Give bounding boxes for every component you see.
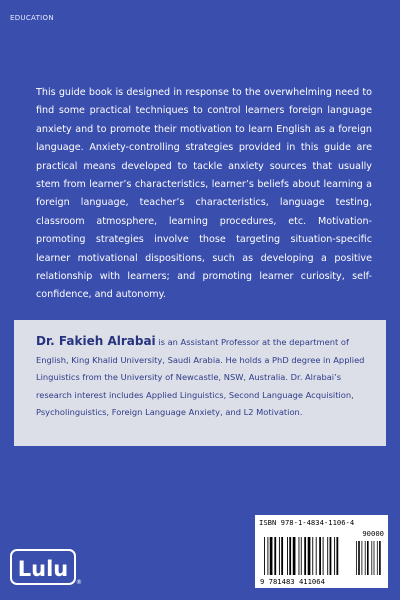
isbn-text: ISBN 978-1-4834-1106-4 bbox=[259, 518, 355, 527]
author-bio-panel bbox=[14, 320, 386, 446]
registered-mark: ® bbox=[76, 579, 82, 586]
author-bio bbox=[36, 333, 370, 422]
lulu-logo bbox=[10, 549, 84, 587]
category-label: EDUCATION bbox=[10, 14, 54, 22]
logo-text: Lulu bbox=[17, 557, 69, 581]
ean-number: 9 781483 411064 bbox=[260, 577, 325, 586]
author-name: Dr. Fakieh Alrabai bbox=[36, 334, 156, 348]
back-cover-blurb: This guide book is designed in response to the overwhelming need to find some practical techniques to control learners foreign language anxiety and to promote their motivation to learn English as a foreign language. Anxiety-controlling strategies provided in this guide are practical means developed to tackle anxiety sources that usually stem from learner’s characteristics, learner’s beliefs about learning a foreign language, teacher’s characteristics, language testing, classroom atmosphere, learning procedures, etc. Motivation-promoting strategies involve those targeting situation-specific learner motivational dispositions, such as developing a positive relationship with learners; and promoting learner curiosity, self-confidence, and autonomy. bbox=[36, 87, 372, 301]
addon-code: 90000 bbox=[362, 529, 384, 538]
barcode bbox=[255, 515, 388, 588]
author-bio-text: is an Assistant Professor at the department of English, King Khalid University, Saudi Arabia. He holds a PhD degree in Applied Linguistics from the University of Newcastle, NSW, Australia. Dr. Alrabai’s research interest includes Applied Linguistics, Second Language Acquisition, Psycholinguistics, Foreign Language Anxiety, and L2 Motivation. bbox=[36, 337, 365, 418]
